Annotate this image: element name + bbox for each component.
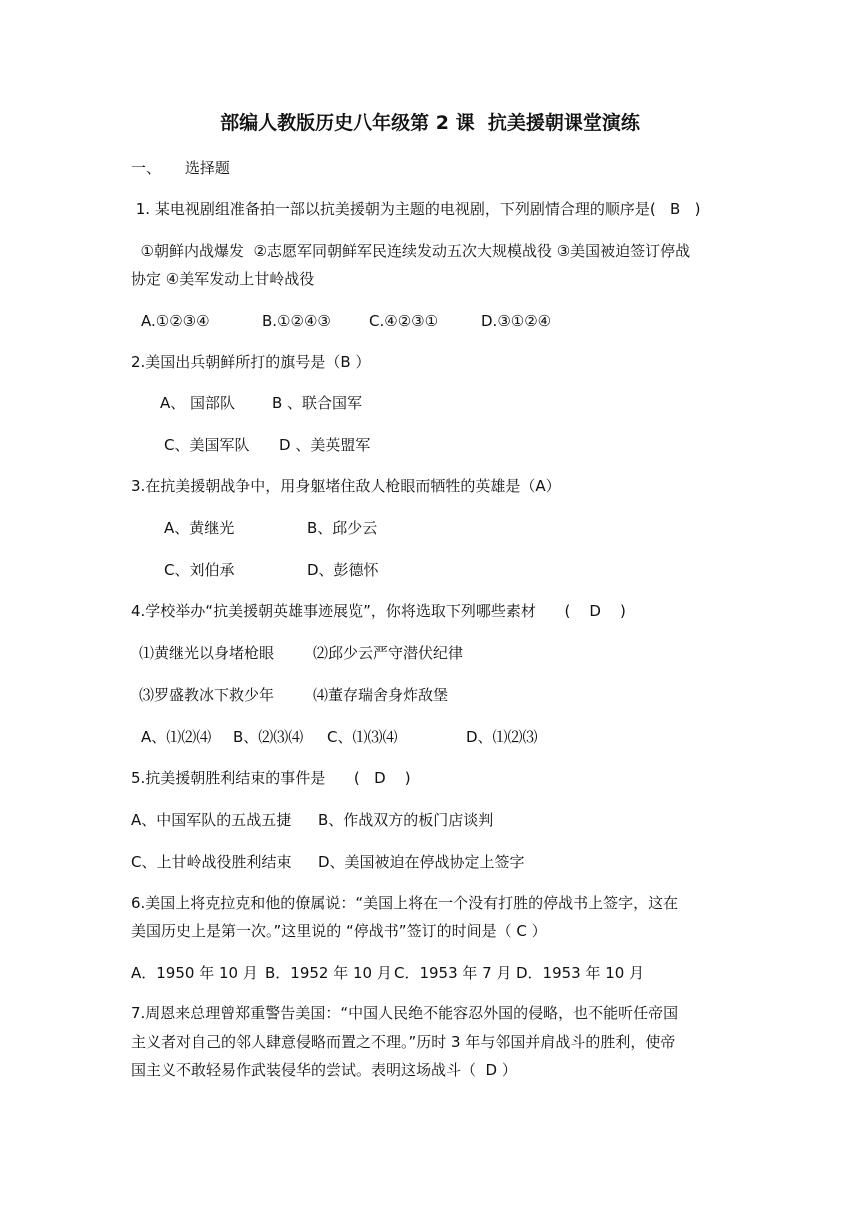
question-3-option-c: C、刘伯承 bbox=[164, 561, 235, 579]
question-5-option-c: C、上甘岭战役胜利结束 bbox=[131, 853, 292, 871]
question-3-option-d: D、彭德怀 bbox=[307, 561, 379, 579]
question-4-option-b: B、⑵⑶⑷ bbox=[233, 728, 304, 746]
question-1-events-line-1: ①朝鲜内战爆发 ②志愿军同朝鲜军民连续发动五次大规模战役 ③美国被迫签订停战 bbox=[131, 242, 691, 260]
question-3-option-b: B、邱少云 bbox=[307, 519, 378, 537]
question-6-stem-line-1: 6.美国上将克拉克和他的僚属说：“美国上将在一个没有打胜的停战书上签字，这在 bbox=[131, 894, 679, 912]
question-2-option-c: C、美国军队 bbox=[164, 436, 250, 454]
question-6-option-d: D．1953 年 10 月 bbox=[516, 964, 645, 982]
document-title: 部编人教版历史八年级第 2 课 抗美援朝课堂演练 bbox=[220, 112, 640, 134]
question-4-material-4: ⑷董存瑞舍身炸敌堡 bbox=[313, 686, 449, 704]
question-5-option-a: A、中国军队的五战五捷 bbox=[131, 811, 292, 829]
question-6-option-a: A．1950 年 10 月 bbox=[131, 964, 258, 982]
question-2-option-d: D 、美英盟军 bbox=[279, 436, 371, 454]
question-4-material-1: ⑴黄继光以身堵枪眼 bbox=[139, 644, 275, 662]
question-1-option-a: A.①②③④ bbox=[141, 312, 210, 330]
question-5-option-d: D、美国被迫在停战协定上签字 bbox=[318, 853, 525, 871]
question-6-option-c: C．1953 年 7 月 bbox=[394, 964, 512, 982]
question-6-stem-line-2: 美国历史上是第一次。”这里说的 “停战书”签订的时间是（ C ） bbox=[131, 922, 547, 940]
question-1-events-line-2: 协定 ④美军发动上甘岭战役 bbox=[131, 270, 315, 288]
question-3-option-a: A、黄继光 bbox=[164, 519, 235, 537]
question-4-option-a: A、⑴⑵⑷ bbox=[141, 728, 212, 746]
question-5-option-b: B、作战双方的板门店谈判 bbox=[318, 811, 494, 829]
question-6-option-b: B．1952 年 10 月 bbox=[265, 964, 392, 982]
question-7-stem-line-2: 主义者对自己的邻人肆意侵略而置之不理。”历时 3 年与邻国并肩战斗的胜利，使帝 bbox=[131, 1033, 676, 1051]
question-1-option-b: B.①②④③ bbox=[262, 312, 331, 330]
question-2-option-b: B 、联合国军 bbox=[272, 394, 363, 412]
question-2-stem: 2.美国出兵朝鲜所打的旗号是（B ） bbox=[131, 353, 371, 371]
question-4-option-c: C、⑴⑶⑷ bbox=[327, 728, 398, 746]
question-1-option-d: D.③①②④ bbox=[481, 312, 552, 330]
question-7-stem-line-1: 7.周恩来总理曾郑重警告美国：“中国人民绝不能容忍外国的侵略，也不能听任帝国 bbox=[131, 1004, 679, 1022]
question-1-stem: 1. 某电视剧组准备拍一部以抗美援朝为主题的电视剧，下列剧情合理的顺序是( B ) bbox=[131, 200, 701, 218]
question-1-option-c: C.④②③① bbox=[369, 312, 439, 330]
question-7-stem-line-3: 国主义不敢轻易作武装侵华的尝试。表明这场战斗（ D ） bbox=[131, 1061, 517, 1079]
question-4-stem: 4.学校举办“抗美援朝英雄事迹展览”，你将选取下列哪些素材 ( D ) bbox=[131, 602, 626, 620]
question-4-material-2: ⑵邱少云严守潜伏纪律 bbox=[313, 644, 464, 662]
question-5-stem: 5.抗美援朝胜利结束的事件是 ( D ) bbox=[131, 769, 411, 787]
question-4-option-d: D、⑴⑵⑶ bbox=[466, 728, 538, 746]
question-3-stem: 3.在抗美援朝战争中，用身躯堵住敌人枪眼而牺牲的英雄是（A） bbox=[131, 477, 561, 495]
question-2-option-a: A、 国部队 bbox=[160, 394, 236, 412]
section-heading: 一、 选择题 bbox=[131, 159, 230, 177]
question-4-material-3: ⑶罗盛教冰下救少年 bbox=[139, 686, 275, 704]
